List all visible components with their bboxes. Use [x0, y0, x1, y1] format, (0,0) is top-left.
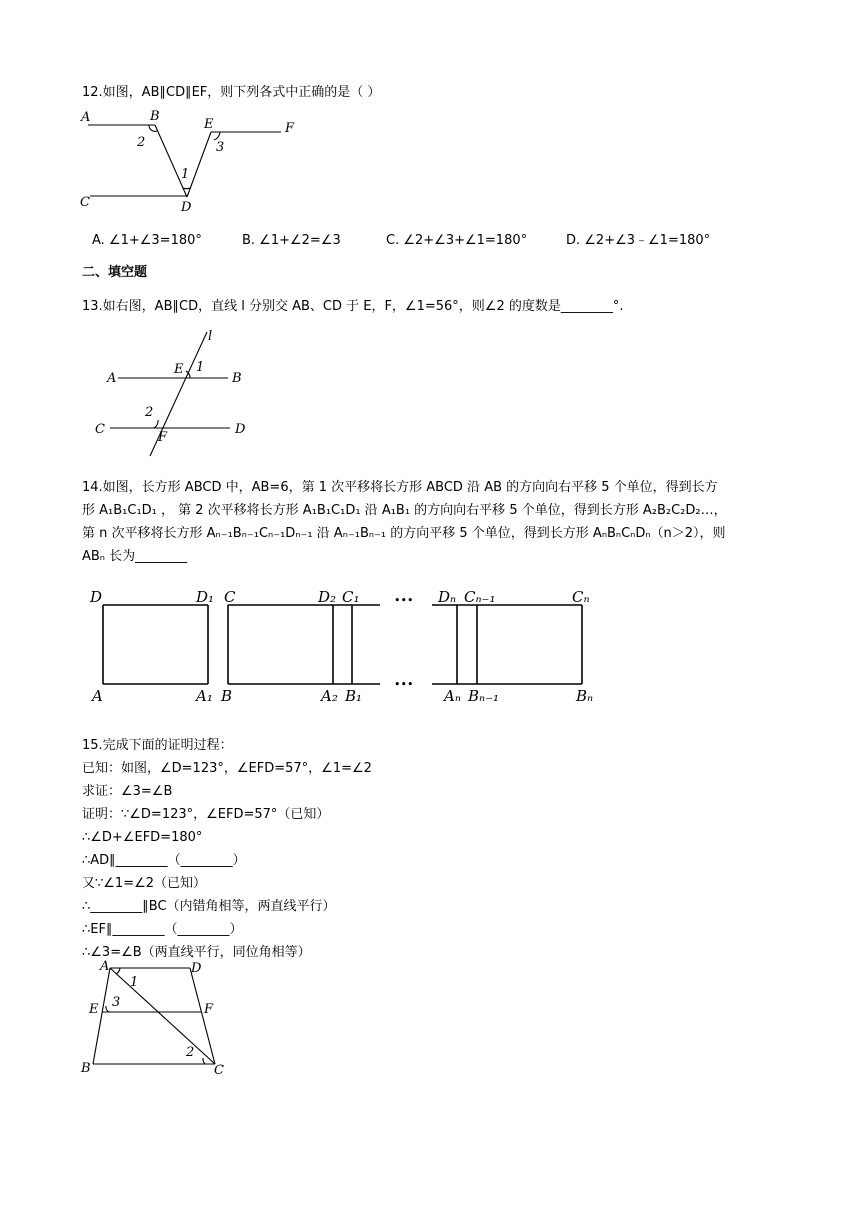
q13-label-E: E [174, 362, 184, 377]
q15-line-2: 已知：如图，∠D=123°，∠EFD=57°，∠1=∠2 [82, 761, 372, 776]
q14-line-1: 14.如图，长方形 ABCD 中，AB=6，第 1 次平移将长方形 ABCD 沿 AB 的方向向右平移 5 个单位，得到长方 [82, 480, 718, 495]
q15-line-3: 求证：∠3=∠B [82, 784, 173, 799]
q15-label-F: F [204, 1002, 214, 1017]
q12-label-A: A [81, 110, 91, 125]
q12-label-C: C [80, 195, 90, 210]
q15-line-10: ∴∠3=∠B（两直线平行，同位角相等） [82, 945, 311, 960]
q15-angle-2: 2 [186, 1045, 195, 1060]
q15-line-8: ∴________∥BC（内错角相等，两直线平行） [82, 899, 336, 914]
q14-label-C: C [224, 588, 236, 606]
q14-line-3: 第 n 次平移将长方形 Aₙ₋₁Bₙ₋₁Cₙ₋₁Dₙ₋₁ 沿 Aₙ₋₁Bₙ₋₁ 的方向平移 5 个单位，得到长方形 AₙBₙCₙDₙ（n＞2），则 [82, 526, 726, 541]
q12-stem: 12.如图，AB∥CD∥EF，则下列各式中正确的是（ ） [82, 85, 381, 100]
q15-label-B: B [81, 1061, 91, 1076]
q15-label-C: C [214, 1063, 224, 1078]
q15-line-4: 证明：∵∠D=123°，∠EFD=57°（已知） [82, 807, 330, 822]
q14-label-Cn: Cₙ [572, 588, 590, 606]
section-title: 二、填空题 [82, 265, 148, 280]
q12-option-c: C. ∠2+∠3+∠1=180° [386, 233, 528, 248]
q13-label-l: l [208, 329, 213, 344]
q14-line-2: 形 A₁B₁C₁D₁ ， 第 2 次平移将长方形 A₁B₁C₁D₁ 沿 A₁B₁ 的方向向右平移 5 个单位，得到长方形 A₂B₂C₂D₂…， [82, 503, 727, 518]
q13-label-D: D [235, 422, 246, 437]
q12-option-a: A. ∠1+∠3=180° [92, 233, 202, 248]
q12-angle-2: 2 [137, 135, 146, 150]
q14-label-Cn1: Cₙ₋₁ [464, 588, 496, 606]
q15-label-A: A [100, 959, 110, 974]
q13-label-F: F [158, 430, 168, 445]
q12-option-b: B. ∠1+∠2=∠3 [242, 233, 341, 248]
q15-figure [78, 958, 238, 1078]
q12-option-d: D. ∠2+∠3﹣∠1=180° [566, 233, 711, 248]
q14-label-An: Aₙ [444, 687, 461, 705]
q15-label-D: D [191, 961, 202, 976]
q14-label-A1: A₁ [196, 687, 213, 705]
q13-figure [90, 326, 260, 466]
q14-label-Bn1: Bₙ₋₁ [468, 687, 500, 705]
q15-angle-3: 3 [112, 995, 121, 1010]
q14-label-D1: D₁ [196, 588, 215, 606]
q14-label-A: A [92, 687, 103, 705]
q14-label-D2: D₂ [318, 588, 337, 606]
q14-label-B1: B₁ [345, 687, 363, 705]
q14-label-C1: C₁ [342, 588, 360, 606]
q14-label-B: B [221, 687, 233, 705]
q13-angle-1: 1 [196, 360, 205, 375]
q15-line-5: ∴∠D+∠EFD=180° [82, 830, 203, 845]
q12-label-E: E [204, 117, 214, 132]
q15-line-6: ∴AD∥________（________） [82, 853, 246, 868]
q15-label-E: E [89, 1002, 99, 1017]
q14-line-4: ABₙ 长为________ [82, 549, 188, 564]
q14-figure [80, 580, 620, 710]
q15-line-1: 15.完成下面的证明过程： [82, 738, 233, 753]
q12-figure [76, 108, 316, 218]
q14-label-Dn: Dₙ [438, 588, 457, 606]
q12-angle-1: 1 [181, 167, 190, 182]
q15-line-7: 又∵∠1=∠2（已知） [82, 876, 207, 891]
q12-label-B: B [150, 109, 160, 124]
q13-label-B: B [232, 371, 242, 386]
q15-angle-1: 1 [130, 975, 139, 990]
q12-angle-3: 3 [216, 140, 225, 155]
q13-stem: 13.如右图，AB∥CD，直线 l 分别交 AB、CD 于 E，F，∠1=56°，则∠2 的度数是________°. [82, 299, 624, 314]
q14-label-A2: A₂ [321, 687, 338, 705]
q13-label-C: C [95, 422, 105, 437]
q14-dots-top: ••• [394, 594, 414, 607]
q13-label-A: A [107, 371, 117, 386]
q12-label-F: F [285, 121, 295, 136]
q12-label-D: D [181, 200, 192, 215]
q14-label-D: D [90, 588, 103, 606]
q14-label-Bn: Bₙ [576, 687, 594, 705]
q13-angle-2: 2 [145, 405, 154, 420]
q14-dots-bottom: ••• [394, 678, 414, 691]
q15-line-9: ∴EF∥________（________） [82, 922, 243, 937]
